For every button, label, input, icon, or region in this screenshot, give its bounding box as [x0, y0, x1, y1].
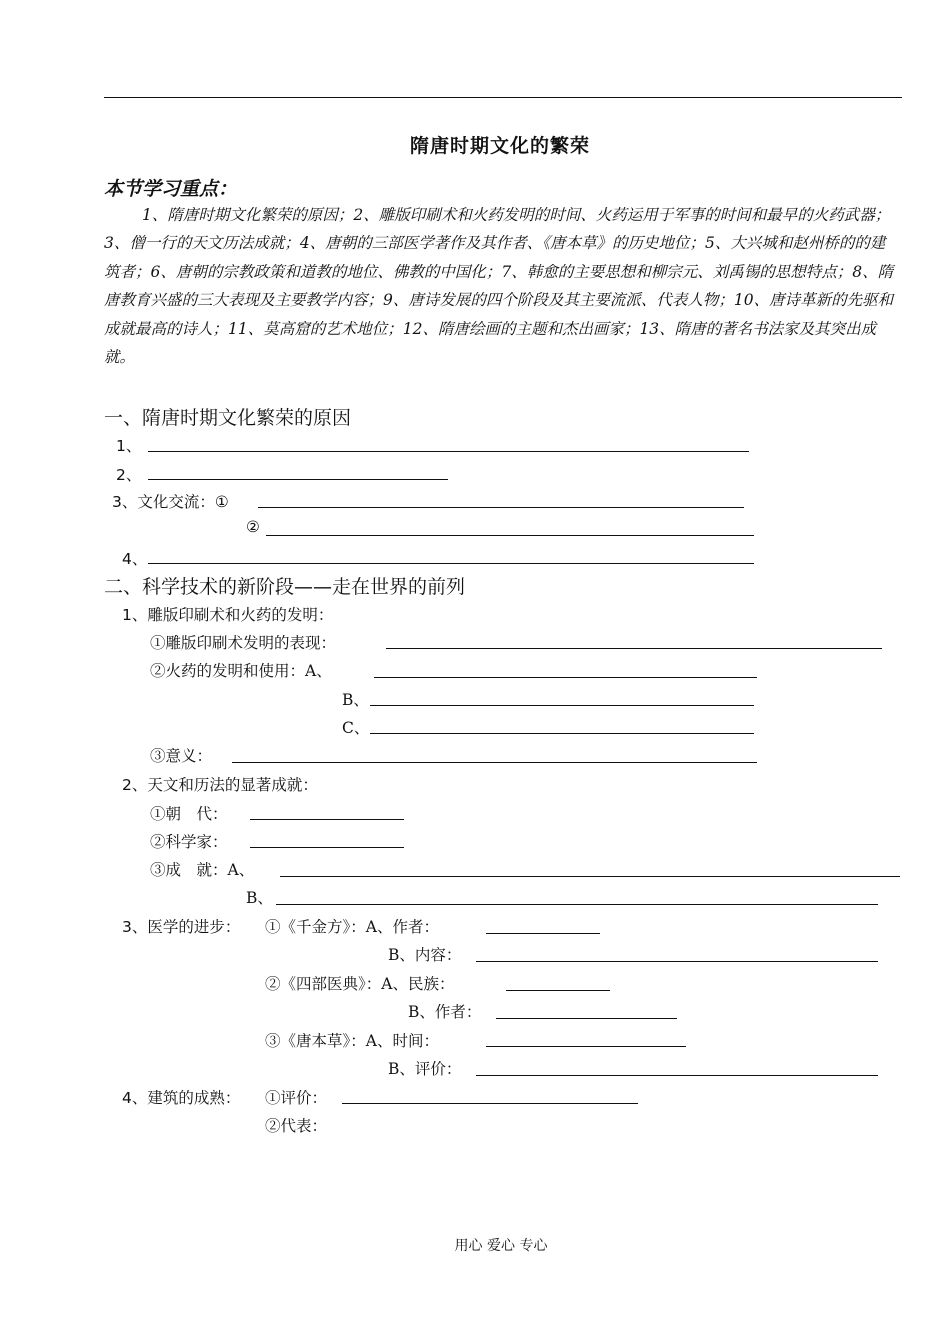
- s1-item3-blank[interactable]: [258, 507, 744, 508]
- s2-p3-a-label: ①《千金方》：A、作者：: [265, 918, 439, 936]
- s2-p2-b-label: ②科学家：: [150, 833, 228, 851]
- page-footer: 用心 爱心 专心: [454, 1238, 548, 1254]
- s2-p4-a-blank[interactable]: [342, 1103, 638, 1104]
- s2-p2-a-blank[interactable]: [250, 819, 404, 820]
- s2-p2-heading: 2、天文和历法的显著成就：: [122, 776, 318, 794]
- s2-p3-a2-blank[interactable]: [476, 961, 878, 962]
- s2-p3-c2-label: B、评价：: [388, 1060, 462, 1078]
- s2-p1-a-blank[interactable]: [386, 648, 882, 649]
- s1-item4-label: 4、: [122, 550, 148, 568]
- s1-item3b-label: ②: [246, 518, 260, 536]
- page-title: 隋唐时期文化的繁荣: [409, 135, 590, 157]
- key-points-text: 1、隋唐时期文化繁荣的原因；2、雕版印刷术和火药发明的时间、火药运用于军事的时间和最早的火药武器；3、僧一行的天文历法成就；4、唐朝的三部医学著作及其作者、《唐本草》的历史地位；5、大兴城和赵州桥的的建筑者；6、唐朝的宗教政策和道教的地位、佛教的中国化；7、韩愈的主要思想和柳宗元、刘禹锡的思想特点；8、隋唐教育兴盛的三大表现及主要教学内容；9、唐诗发展的四个阶段及其主要流派、代表人物；10、唐诗革新的先驱和成就最高的诗人；11、莫高窟的艺术地位；12、隋唐绘画的主题和杰出画家；13、隋唐的著名书法家及其突出成就。: [104, 206, 894, 367]
- s2-p3-a2-label: B、内容：: [388, 946, 462, 964]
- section1-heading: 一、隋唐时期文化繁荣的原因: [104, 407, 352, 429]
- s2-p1-b3-label: C、: [342, 719, 370, 737]
- s1-item3b-blank[interactable]: [266, 535, 754, 536]
- s2-p3-heading: 3、医学的进步：: [122, 918, 241, 936]
- s2-p1-c-blank[interactable]: [232, 762, 757, 763]
- s2-p2-c2-blank[interactable]: [276, 904, 878, 905]
- s2-p1-b-blank[interactable]: [374, 677, 757, 678]
- s1-item1-blank[interactable]: [148, 451, 749, 452]
- s2-p2-c-label: ③成 就：A、: [150, 861, 255, 879]
- s2-p3-c-label: ③《唐本草》：A、时间：: [265, 1032, 439, 1050]
- s1-item3-label: 3、文化交流：①: [112, 493, 229, 511]
- s2-p2-b-blank[interactable]: [250, 847, 404, 848]
- s2-p3-a-blank[interactable]: [486, 933, 600, 934]
- header-rule: [104, 97, 902, 98]
- s1-item1-label: 1、: [116, 437, 142, 455]
- s2-p3-c-blank[interactable]: [486, 1046, 686, 1047]
- section2-heading: 二、科学技术的新阶段——走在世界的前列: [104, 576, 466, 598]
- s2-p1-b2-label: B、: [342, 691, 369, 709]
- s2-p3-b2-blank[interactable]: [496, 1018, 677, 1019]
- s2-p1-b2-blank[interactable]: [370, 705, 754, 706]
- s1-item2-blank[interactable]: [148, 479, 448, 480]
- s2-p1-heading: 1、雕版印刷术和火药的发明：: [122, 606, 334, 624]
- s2-p2-a-label: ①朝 代：: [150, 805, 228, 823]
- s2-p3-b-blank[interactable]: [506, 990, 610, 991]
- s2-p1-b-label: ②火药的发明和使用：A、: [150, 662, 332, 680]
- s2-p1-a-label: ①雕版印刷术发明的表现：: [150, 634, 337, 652]
- s2-p4-a-label: ①评价：: [265, 1089, 328, 1107]
- s2-p2-c2-label: B、: [246, 889, 273, 907]
- s2-p4-b-label: ②代表：: [265, 1117, 328, 1135]
- s2-p4-heading: 4、建筑的成熟：: [122, 1089, 241, 1107]
- s1-item2-label: 2、: [116, 466, 142, 484]
- s2-p1-c-label: ③意义：: [150, 747, 213, 765]
- s2-p1-b3-blank[interactable]: [370, 733, 754, 734]
- s2-p3-c2-blank[interactable]: [476, 1075, 878, 1076]
- s2-p3-b2-label: B、作者：: [408, 1003, 482, 1021]
- key-points-heading: 本节学习重点：: [104, 178, 238, 200]
- s2-p2-c-blank[interactable]: [280, 876, 900, 877]
- s2-p3-b-label: ②《四部医典》：A、民族：: [265, 975, 455, 993]
- s1-item4-blank[interactable]: [148, 563, 754, 564]
